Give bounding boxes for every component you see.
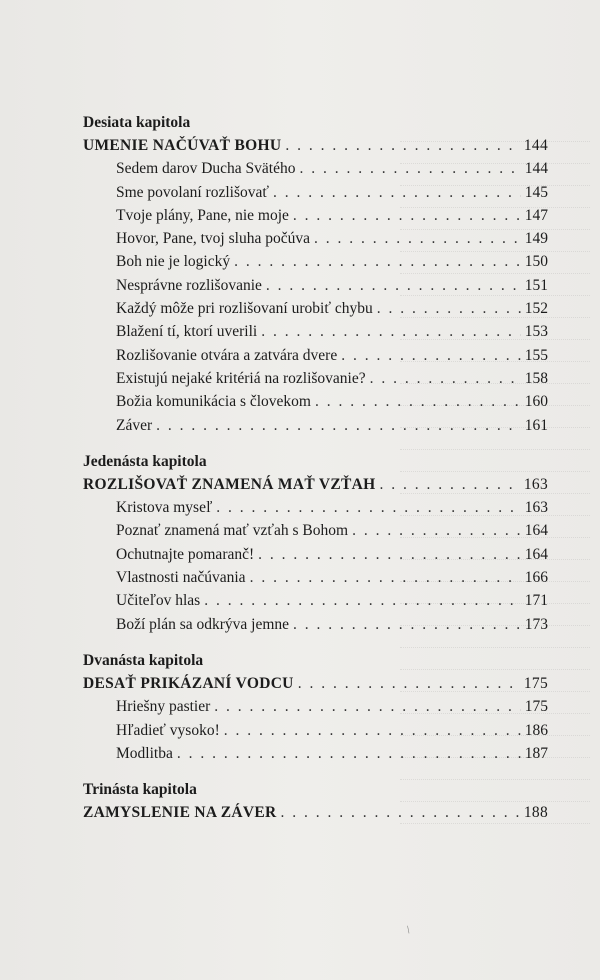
page-number: 175 — [523, 674, 548, 692]
chapter-label: Dvanásta kapitola — [83, 651, 204, 669]
entry-title: Poznať znamená mať vzťah s Bohom — [116, 522, 349, 540]
leader-dots — [224, 719, 521, 742]
toc-entry — [83, 613, 548, 636]
page-number: 161 — [524, 416, 548, 434]
toc-entry — [83, 367, 548, 390]
page-number: 166 — [524, 569, 548, 587]
page-number: 188 — [523, 804, 548, 822]
toc-entry — [83, 250, 548, 273]
page-number: 173 — [524, 615, 548, 633]
toc-entry — [83, 157, 548, 180]
chapter-label: Jedenásta kapitola — [83, 452, 207, 470]
entry-title: Záver — [116, 416, 153, 434]
toc-entry — [83, 297, 548, 320]
chapter-title-row — [83, 672, 548, 695]
leader-dots — [352, 519, 521, 542]
leader-dots — [273, 181, 521, 204]
leader-dots — [156, 414, 521, 437]
page-number: 160 — [524, 393, 548, 411]
leader-dots — [293, 613, 521, 636]
leader-dots — [377, 297, 521, 320]
entry-title: Sedem darov Ducha Svätého — [116, 160, 296, 178]
toc-entry — [83, 695, 548, 718]
page-number: 164 — [524, 545, 548, 563]
pencil-mark: / — [404, 924, 413, 936]
entry-title: Každý môže pri rozlišovaní urobiť chybu — [116, 300, 373, 318]
page-number: 186 — [524, 721, 548, 739]
chapter-title-row — [83, 473, 548, 496]
chapter-12 — [83, 650, 548, 765]
leader-dots — [258, 543, 521, 566]
leader-dots — [298, 672, 520, 695]
leader-dots — [285, 134, 520, 157]
toc-entry — [83, 390, 548, 413]
chapter-13 — [83, 779, 548, 824]
page-number: 151 — [524, 276, 548, 294]
entry-title: Nesprávne rozlišovanie — [116, 276, 262, 294]
leader-dots — [315, 390, 521, 413]
page-number: 175 — [524, 698, 548, 716]
entry-title: Hovor, Pane, tvoj sluha počúva — [116, 230, 310, 248]
leader-dots — [314, 227, 521, 250]
entry-title: Boh nie je logický — [116, 253, 231, 271]
toc-entry — [83, 274, 548, 297]
toc-entry — [83, 543, 548, 566]
chapter-title-row — [83, 134, 548, 157]
page-number: 158 — [524, 369, 548, 387]
leader-dots — [280, 801, 519, 824]
page-number: 164 — [524, 522, 548, 540]
chapter-title: DESAŤ PRIKÁZANÍ VODCU — [83, 674, 294, 692]
toc-entry — [83, 204, 548, 227]
entry-title: Ochutnajte pomaranč! — [116, 545, 255, 563]
page-number: 163 — [523, 475, 548, 493]
page-number: 145 — [524, 183, 548, 201]
table-of-contents — [83, 112, 548, 838]
chapter-label: Trinásta kapitola — [83, 781, 197, 799]
page-number: 171 — [524, 592, 548, 610]
entry-title: Sme povolaní rozlišovať — [116, 183, 269, 201]
leader-dots — [261, 320, 521, 343]
leader-dots — [341, 344, 521, 367]
page-number: 147 — [524, 206, 548, 224]
toc-entry — [83, 742, 548, 765]
leader-dots — [370, 367, 521, 390]
toc-entry — [83, 344, 548, 367]
leader-dots — [177, 742, 521, 765]
leader-dots — [204, 589, 521, 612]
toc-entry — [83, 519, 548, 542]
entry-title: Boží plán sa odkrýva jemne — [116, 615, 290, 633]
leader-dots — [216, 496, 520, 519]
page-number: 155 — [524, 346, 548, 364]
toc-entry — [83, 566, 548, 589]
chapter-title: ROZLIŠOVAŤ ZNAMENÁ MAŤ VZŤAH — [83, 475, 376, 493]
page-number: 187 — [524, 744, 548, 762]
page-number: 149 — [524, 230, 548, 248]
entry-title: Modlitba — [116, 744, 173, 762]
leader-dots — [379, 473, 519, 496]
entry-title: Rozlišovanie otvára a zatvára dvere — [116, 346, 338, 364]
page-number: 152 — [524, 300, 548, 318]
chapter-title-row — [83, 801, 548, 824]
toc-entry — [83, 414, 548, 437]
leader-dots — [266, 274, 521, 297]
chapter-title: ZAMYSLENIE NA ZÁVER — [83, 804, 277, 822]
entry-title: Božia komunikácia s človekom — [116, 393, 311, 411]
page-number: 144 — [524, 160, 548, 178]
page-number: 150 — [524, 253, 548, 271]
leader-dots — [214, 695, 520, 718]
chapter-title: UMENIE NAČÚVAŤ BOHU — [83, 137, 282, 154]
page-number: 144 — [523, 137, 548, 154]
entry-title: Tvoje plány, Pane, nie moje — [116, 206, 289, 224]
entry-title: Hriešny pastier — [116, 698, 211, 716]
page-number: 163 — [524, 499, 548, 517]
toc-entry — [83, 320, 548, 343]
entry-title: Učiteľov hlas — [116, 592, 201, 610]
entry-title: Hľadieť vysoko! — [116, 721, 220, 739]
leader-dots — [300, 157, 521, 180]
entry-title: Kristova myseľ — [116, 499, 213, 517]
toc-entry — [83, 181, 548, 204]
chapter-10 — [83, 112, 548, 437]
toc-entry — [83, 719, 548, 742]
page-number: 153 — [524, 323, 548, 341]
leader-dots — [250, 566, 521, 589]
toc-entry — [83, 227, 548, 250]
toc-entry — [83, 589, 548, 612]
entry-title: Existujú nejaké kritériá na rozlišovanie? — [116, 369, 366, 387]
chapter-label: Desiata kapitola — [83, 114, 191, 131]
leader-dots — [234, 250, 521, 273]
chapter-11 — [83, 451, 548, 636]
leader-dots — [293, 204, 521, 227]
toc-entry — [83, 496, 548, 519]
entry-title: Vlastnosti načúvania — [116, 569, 246, 587]
entry-title: Blažení tí, ktorí uverili — [116, 323, 258, 341]
